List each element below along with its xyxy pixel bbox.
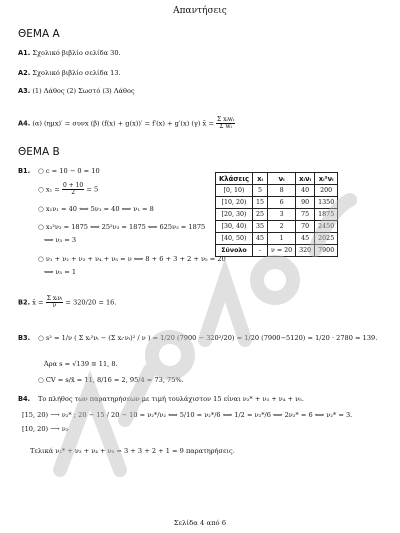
- table-cell: 200: [315, 185, 338, 197]
- b3-std-dev: Άρα s = √139 ≅ 11, 8.: [44, 360, 118, 368]
- table-cell: [20, 30): [216, 209, 253, 221]
- table-cell: 45: [296, 233, 315, 245]
- b1-frac-den: 2: [71, 189, 76, 196]
- table-cell: [30, 40): [216, 221, 253, 233]
- table-cell: ν = 20: [268, 245, 296, 257]
- table-cell: 2: [268, 221, 296, 233]
- b1-line-5: ⟺ ν₃ = 3: [44, 236, 77, 244]
- table-cell: 90: [296, 197, 315, 209]
- b2-mean-fraction: $\frac{\text{Σ xᵢνᵢ}}{\nu}$: [46, 295, 63, 309]
- col-header: Κλάσεις: [216, 173, 253, 185]
- a4-label: Α4.: [18, 119, 31, 128]
- b1-label: Β1.: [18, 167, 31, 175]
- table-cell: 40: [296, 185, 315, 197]
- table-cell: -: [253, 245, 268, 257]
- table-cell: 1350: [315, 197, 338, 209]
- b1-frac-num: 0 + 10: [62, 182, 84, 189]
- col-header: xᵢ: [253, 173, 268, 185]
- col-header: xᵢ²νᵢ: [315, 173, 338, 185]
- table-cell: 7900: [315, 245, 338, 257]
- b2-result: = 320/20 = 16.: [65, 298, 117, 307]
- table-cell: [40, 50): [216, 233, 253, 245]
- table-cell: 1: [268, 233, 296, 245]
- table-cell: 75: [296, 209, 315, 221]
- table-cell: 25: [253, 209, 268, 221]
- b1-frac-res: = 5: [86, 185, 99, 194]
- col-header: xᵢνᵢ: [296, 173, 315, 185]
- table-row: [216, 209, 338, 221]
- theme-a-heading: ΘΕΜΑ Α: [18, 28, 60, 40]
- b4-line-4: Τελικά ν₂* + ν₃ + ν₄ + ν₅ = 3 + 3 + 2 + 1 = 9 παρατηρήσεις.: [30, 447, 235, 455]
- b4-label: Β4.: [18, 395, 31, 403]
- table-cell: 2450: [315, 221, 338, 233]
- b1-line-1: ○ c = 10 − 0 = 10: [38, 167, 100, 175]
- table-cell: 70: [296, 221, 315, 233]
- table-cell: 1875: [315, 209, 338, 221]
- table-row: [216, 221, 338, 233]
- table-cell: 5: [253, 185, 268, 197]
- table-cell: 15: [253, 197, 268, 209]
- a4-text: (α) (ημx)′ = συνx (β) (f(x) + g(x))′ = f′(x) + g′(x) (γ) x̄ =: [32, 119, 214, 128]
- table-row: [216, 197, 338, 209]
- a3-text: (1) Λάθος (2) Σωστό (3) Λάθος: [32, 87, 135, 95]
- answer-b2: [18, 296, 116, 309]
- a2-label: Α2.: [18, 69, 31, 77]
- b4-line-1: Το πλήθος των παρατηρήσεων με τιμή τουλάχιστον 15 είναι ν₂* + ν₃ + ν₄ + ν₅.: [38, 395, 304, 403]
- b2-label: Β2.: [18, 298, 31, 307]
- table-cell: 3: [268, 209, 296, 221]
- table-cell: 320: [296, 245, 315, 257]
- table-cell: 2025: [315, 233, 338, 245]
- a1-label: Α1.: [18, 49, 31, 57]
- a2-text: Σχολικό βιβλίο σελίδα 13.: [32, 69, 121, 77]
- table-cell: 45: [253, 233, 268, 245]
- frequency-table: [215, 172, 338, 257]
- a1-text: Σχολικό βιβλίο σελίδα 30.: [32, 49, 121, 57]
- b1-line-4: ○ x₃²ν₃ = 1875 ⟺ 25²ν₃ = 1875 ⟺ 625ν₃ = 1875: [38, 223, 206, 231]
- b1-fraction: [62, 183, 84, 196]
- b2-text: x̄ =: [32, 298, 44, 307]
- b3-label: Β3.: [18, 334, 31, 342]
- table-cell: [0, 10): [216, 185, 253, 197]
- b1-x1: ○ x₁ =: [38, 185, 60, 194]
- b1-line-7: ⟺ ν₅ = 1: [44, 268, 77, 276]
- theme-b-heading: ΘΕΜΑ Β: [18, 146, 60, 158]
- table-header-row: [216, 173, 338, 185]
- b1-line-3: ○ x₁ν₁ = 40 ⟺ 5ν₁ = 40 ⟺ ν₁ = 8: [38, 205, 154, 213]
- table-cell: 35: [253, 221, 268, 233]
- answer-a4: [18, 117, 235, 130]
- b1-line-2: [38, 183, 98, 196]
- page-title: Απαντήσεις: [173, 6, 227, 16]
- table-cell: 6: [268, 197, 296, 209]
- col-header: νᵢ: [268, 173, 296, 185]
- a3-label: Α3.: [18, 87, 31, 95]
- table-row: [216, 185, 338, 197]
- table-cell: [10, 20): [216, 197, 253, 209]
- b4-line-3: [10, 20) ⟶ ν₂: [22, 425, 69, 433]
- table-cell: Σύνολο: [216, 245, 253, 257]
- answer-a2: [18, 70, 121, 78]
- table-row: [216, 233, 338, 245]
- b3-variance: ○ s² = 1/ν ( Σ xᵢ²νᵢ − (Σ xᵢ·νᵢ)² / ν ) = 1/20 (7900 − 320²/20) = 1/20 (7900−5120) = 1/20 · 2780 = 139.: [38, 334, 378, 342]
- b1-line-6: ○ ν₁ + ν₂ + ν₃ + ν₄ + ν₅ = ν ⟺ 8 + 6 + 3 + 2 + ν₅ = 20: [38, 255, 226, 263]
- page-footer: Σελίδα 4 από 6: [173, 519, 227, 527]
- b4-line-2: [15, 20) ⟶ ν₂* ; 20 − 15 / 20 − 10 = ν₂*/ν₂ ⟺ 5/10 = ν₂*/6 ⟺ 1/2 = ν₂*/6 ⟺ 2ν₂* = 6 ⟺ ν₂* = 3.: [22, 411, 353, 419]
- a4-mean-fraction: $\frac{\text{Σ xᵢwᵢ}}{\text{Σ wᵢ}}$: [217, 116, 235, 130]
- answer-a1: [18, 50, 121, 58]
- b3-cv: ○ CV = s/x̄ = 11, 8/16 = 2, 95/4 = 73, 75%.: [38, 376, 184, 384]
- table-total-row: [216, 245, 338, 257]
- table-cell: 8: [268, 185, 296, 197]
- answer-a3: [18, 88, 135, 96]
